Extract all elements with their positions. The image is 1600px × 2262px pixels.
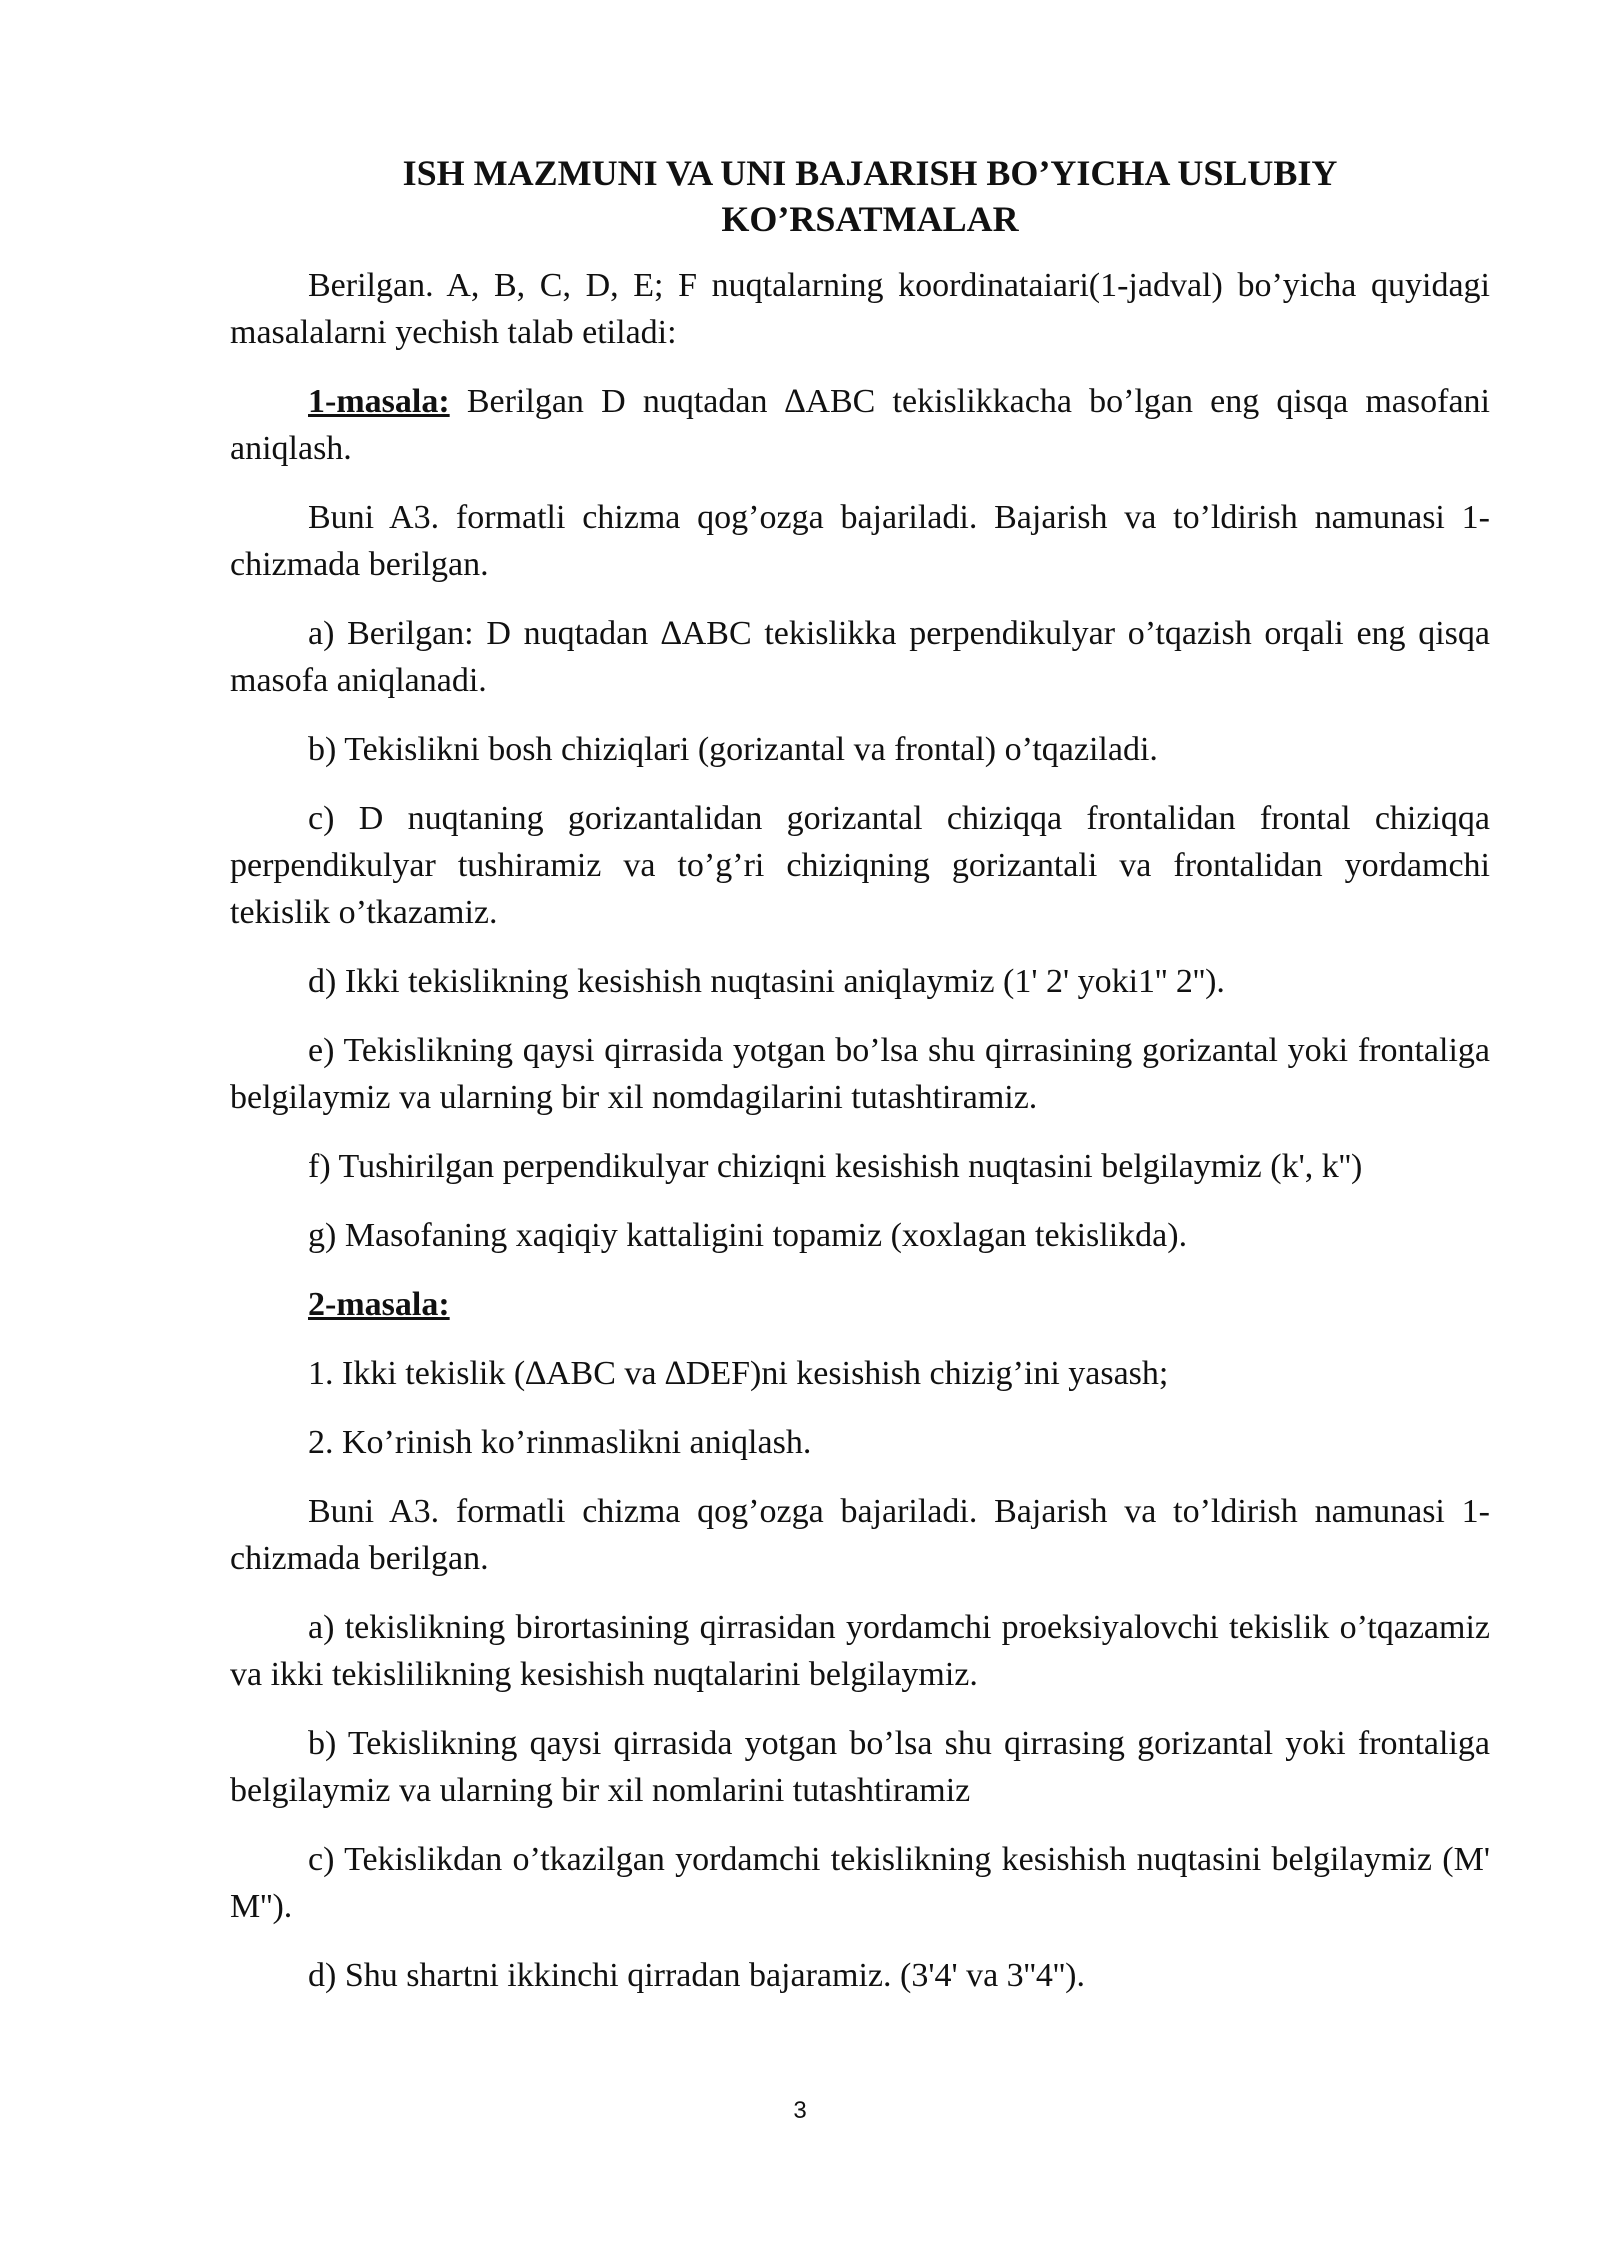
task2-item-1: 1. Ikki tekislik (∆ABC va ∆DEF)ni kesishish chizig’ini yasash; — [308, 1355, 1169, 1392]
page-title — [230, 150, 1490, 242]
task1-step-f: f) Tushirilgan perpendikulyar chiziqni kesishish nuqtasini belgilaymiz (k', k'') — [308, 1148, 1363, 1185]
task1-text: Berilgan D nuqtadan ∆ABC tekislikkacha bo’lgan eng qisqa masofani aniqlash. — [230, 383, 1490, 467]
task2-item-2: 2. Ko’rinish ko’rinmaslikni aniqlash. — [308, 1424, 812, 1461]
document-page — [230, 150, 1490, 2021]
task1-step-b: b) Tekislikni bosh chiziqlari (gorizantal va frontal) o’tqaziladi. — [308, 731, 1158, 768]
task2-step-b: b) Tekislikning qaysi qirrasida yotgan bo’lsa shu qirrasing gorizantal yoki frontaliga belgilaymiz va ularning bir xil nomlarini tutashtiramiz — [230, 1725, 1490, 1809]
task2-format-note: Buni A3. formatli chizma qog’ozga bajariladi. Bajarish va to’ldirish namunasi 1-chizmada berilgan. — [230, 1493, 1490, 1577]
task2-step-c: c) Tekislikdan o’tkazilgan yordamchi tekislikning kesishish nuqtasini belgilaymiz (M' M''). — [230, 1841, 1490, 1925]
task2-step-d: d) Shu shartni ikkinchi qirradan bajaramiz. (3'4' va 3''4''). — [308, 1957, 1085, 1994]
task1-step-a: a) Berilgan: D nuqtadan ∆ABC tekislikka perpendikulyar o’tqazish orqali eng qisqa masofa aniqlanadi. — [230, 615, 1490, 699]
task1-label: 1-masala: — [308, 383, 450, 420]
task2-label: 2-masala: — [308, 1286, 450, 1323]
task1-step-e: e) Tekislikning qaysi qirrasida yotgan bo’lsa shu qirrasining gorizantal yoki frontaliga belgilaymiz va ularning bir xil nomdagilarini tutashtiramiz. — [230, 1032, 1490, 1116]
page-number: 3 — [793, 2097, 807, 2124]
title-line-1: ISH MAZMUNI VA UNI BAJARISH BO’YICHA USLUBIY — [402, 153, 1338, 193]
task1-statement — [230, 378, 1490, 472]
task1-format-note: Buni A3. formatli chizma qog’ozga bajariladi. Bajarish va to’ldirish namunasi 1-chizmada berilgan. — [230, 499, 1490, 583]
title-line-2: KO’RSATMALAR — [721, 199, 1019, 239]
task1-step-d: d) Ikki tekislikning kesishish nuqtasini aniqlaymiz (1' 2' yoki1'' 2''). — [308, 963, 1225, 1000]
task2-heading — [230, 1281, 1490, 1328]
task1-step-c: c) D nuqtaning gorizantalidan gorizantal chiziqqa frontalidan frontal chiziqqa perpendikulyar tushiramiz va to’g’ri chiziqning gorizantali va frontalidan yordamchi tekislik o’tkazamiz. — [230, 800, 1490, 931]
intro-paragraph: Berilgan. A, B, C, D, E; F nuqtalarning koordinataiari(1-jadval) bo’yicha quyidagi masalalarni yechish talab etiladi: — [230, 267, 1490, 351]
task1-step-g: g) Masofaning xaqiqiy kattaligini topamiz (xoxlagan tekislikda). — [308, 1217, 1188, 1254]
task2-step-a: a) tekislikning birortasining qirrasidan yordamchi proeksiyalovchi tekislik o’tqazamiz va ikki tekislilikning kesishish nuqtalarini belgilaymiz. — [230, 1609, 1490, 1693]
